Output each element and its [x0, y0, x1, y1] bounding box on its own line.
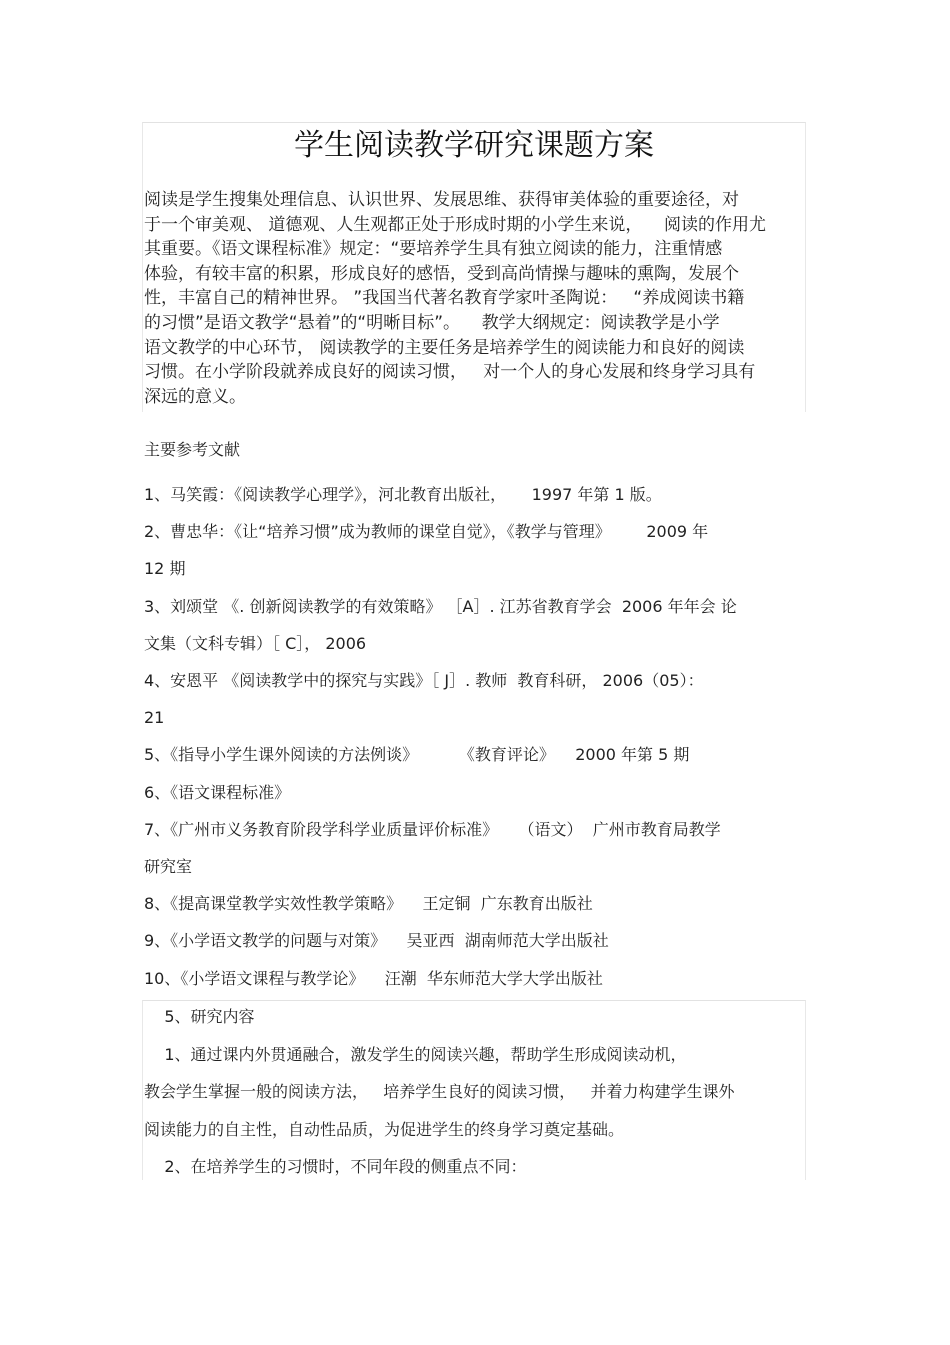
reference-line: 3、刘颂堂 《. 创新阅读教学的有效策略》 ［A］. 江苏省教育学会 2006 年年会 论 [144, 596, 737, 616]
reference-line: 7、《广州市义务教育阶段学科学业质量评价标准》 （语文） 广州市教育局教学 [144, 819, 721, 839]
reference-line: 文集（文科专辑）［ C］， 2006 [144, 633, 367, 653]
reference-line: 5、《指导小学生课外阅读的方法例谈》 《教育评论》 2000 年第 5 期 [144, 745, 690, 765]
intro-line: 深远的意义。 [144, 386, 246, 407]
content-line: 5、研究内容 [144, 1007, 255, 1026]
references-list [144, 476, 808, 997]
reference-line: 研究室 [144, 857, 193, 877]
intro-line: 于一个审美观、 道德观、人生观都正处于形成时期的小学生来说， 阅读的作用尤 [144, 214, 767, 235]
intro-paragraph [144, 188, 808, 409]
reference-line: 1、马笑霞：《阅读教学心理学》，河北教育出版社， 1997 年第 1 版。 [144, 485, 662, 504]
content-line: 2、在培养学生的习惯时，不同年段的侧重点不同： [144, 1157, 527, 1176]
reference-line: 12 期 [144, 559, 186, 579]
references-heading: 主要参考文献 [144, 440, 241, 459]
page-title: 学生阅读教学研究课题方案 [294, 128, 654, 163]
intro-line: 的习惯”是语文教学“悬着”的“明晰目标”。 教学大纲规定：阅读教学是小学 [144, 312, 720, 333]
content-line: 阅读能力的自主性，自动性品质，为促进学生的终身学习奠定基础。 [144, 1119, 625, 1139]
content-line: 教会学生掌握一般的阅读方法， 培养学生良好的阅读习惯， 并着力构建学生课外 [144, 1082, 735, 1101]
research-content-section [144, 998, 808, 1186]
intro-line: 体验，有较丰富的积累，形成良好的感悟，受到高尚情操与趣味的熏陶，发展个 [144, 263, 739, 284]
reference-line: 6、《语文课程标准》 [144, 782, 291, 802]
intro-line: 性，丰富自己的精神世界。 ”我国当代著名教育学家叶圣陶说： “养成阅读书籍 [144, 288, 745, 309]
reference-line: 8、《提高课堂教学实效性教学策略》 王定铜 广东教育出版社 [144, 894, 593, 914]
intro-line: 语文教学的中心环节， 阅读教学的主要任务是培养学生的阅读能力和良好的阅读 [144, 337, 745, 358]
intro-line: 阅读是学生搜集处理信息、认识世界、发展思维、获得审美体验的重要途径，对 [144, 190, 739, 210]
reference-line: 2、曹忠华：《让“培养习惯”成为教师的课堂自觉》，《教学与管理》 2009 年 [144, 522, 709, 542]
intro-line: 习惯。在小学阶段就养成良好的阅读习惯， 对一个人的身心发展和终身学习具有 [144, 362, 756, 383]
reference-line: 10、《小学语文课程与教学论》 汪潮 华东师范大学大学出版社 [144, 968, 603, 988]
reference-line: 21 [144, 708, 165, 728]
reference-line: 4、安恩平 《阅读教学中的探究与实践》［ J］. 教师 教育科研， 2006（05）： [144, 671, 704, 691]
intro-line: 其重要。《语文课程标准》规定：“要培养学生具有独立阅读的能力，注重情感 [144, 239, 723, 260]
reference-line: 9、《小学语文教学的问题与对策》 吴亚西 湖南师范大学出版社 [144, 931, 609, 951]
content-line: 1、通过课内外贯通融合，激发学生的阅读兴趣，帮助学生形成阅读动机， [144, 1044, 687, 1064]
